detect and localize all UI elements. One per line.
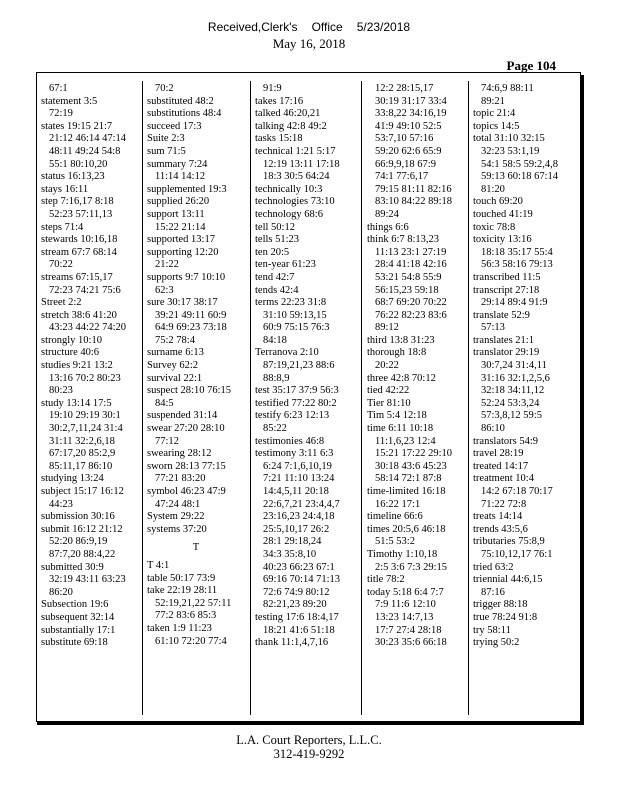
index-entry: 14:4,5,11 20:18 xyxy=(263,486,329,497)
index-entry: stays 16:11 xyxy=(41,183,89,195)
index-entry: 31:11 32:2,6,18 xyxy=(49,435,115,447)
index-entry: 89:21 xyxy=(481,95,505,107)
index-entry: supported 13:17 xyxy=(147,234,215,246)
index-entry: 67:17,20 85:2,9 xyxy=(49,448,116,460)
index-entry: thorough 18:8 xyxy=(367,347,427,359)
column-divider xyxy=(142,81,143,715)
index-column-1 xyxy=(41,83,137,717)
index-entry: tells 51:23 xyxy=(255,234,300,246)
index-entry: 86:20 xyxy=(49,586,73,598)
index-entry: 51:5 53:2 xyxy=(375,536,415,548)
index-column-3 xyxy=(255,83,355,717)
index-entry: topic 21:4 xyxy=(473,108,516,120)
index-entry: 56:3 58:16 79:13 xyxy=(481,259,553,271)
index-entry: 52:19,21,22 57:11 xyxy=(155,597,232,609)
index-entry: tasks 15:18 xyxy=(255,133,303,145)
index-entry: subsequent 32:14 xyxy=(41,611,115,623)
index-entry: statement 3:5 xyxy=(41,95,98,107)
index-entry: 57:3,8,12 59:5 xyxy=(481,410,542,422)
index-entry: 32:19 43:11 63:23 xyxy=(49,574,126,586)
index-entry: supplemented 19:3 xyxy=(147,183,227,195)
index-entry: summary 7:24 xyxy=(147,158,208,170)
index-entry: third 13:8 31:23 xyxy=(367,334,435,346)
reporter-phone: 312-419-9292 xyxy=(273,747,345,761)
index-entry: 58:14 72:1 87:8 xyxy=(375,473,442,485)
index-entry: 41:9 49:10 52:5 xyxy=(375,120,442,132)
index-entry: touch 69:20 xyxy=(473,196,523,208)
index-entry: technologies 73:10 xyxy=(255,196,335,208)
index-entry: 7:21 11:10 13:24 xyxy=(263,473,335,485)
index-entry: Tim 5:4 12:18 xyxy=(367,410,427,422)
index-entry: 30:18 43:6 45:23 xyxy=(375,460,447,472)
index-entry: 23:16,23 24:4,18 xyxy=(263,511,335,523)
index-entry: 7:9 11:6 12:10 xyxy=(375,599,436,611)
index-entry: 60:9 75:15 76:3 xyxy=(263,322,330,334)
index-entry: 28:1 29:18,24 xyxy=(263,536,322,548)
index-entry: treated 14:17 xyxy=(473,460,529,472)
index-entry: talked 46:20,21 xyxy=(255,108,321,120)
index-entry: 84:18 xyxy=(263,334,287,346)
index-entry: timeline 66:6 xyxy=(367,511,423,523)
index-entry: time-limited 16:18 xyxy=(367,486,446,497)
index-entry: 15:22 21:14 xyxy=(155,221,206,233)
index-entry: 70:22 xyxy=(49,259,73,271)
index-entry: 70:2 xyxy=(155,83,174,94)
index-entry: 74:6,9 88:11 xyxy=(481,83,534,94)
stamp-date: 5/23/2018 xyxy=(356,20,411,34)
index-entry: 13:16 70:2 80:23 xyxy=(49,372,121,384)
index-entry: symbol 46:23 47:9 xyxy=(147,486,226,497)
index-entry: triennial 44:6,15 xyxy=(473,574,543,586)
index-entry: 72:23 74:21 75:6 xyxy=(49,284,121,296)
index-entry: treatment 10:4 xyxy=(473,473,534,485)
index-entry: 67:1 xyxy=(49,83,68,94)
index-entry: 64:9 69:23 73:18 xyxy=(155,322,227,334)
received-stamp xyxy=(0,20,618,34)
index-entry: 15:21 17:22 29:10 xyxy=(375,448,453,460)
index-entry: testimonies 46:8 xyxy=(255,435,325,447)
index-entry: 82:21,23 89:20 xyxy=(263,599,327,611)
index-entry: tributaries 75:8,9 xyxy=(473,536,545,548)
index-entry: true 78:24 91:8 xyxy=(473,611,538,623)
index-entry: toxicity 13:16 xyxy=(473,234,532,246)
index-entry: 22:6,7,21 23:4,4,7 xyxy=(263,498,340,510)
index-entry: technical 1:21 5:17 xyxy=(255,145,336,157)
index-entry: 55:1 80:10,20 xyxy=(49,158,108,170)
reporter-name: L.A. Court Reporters, L.L.C. xyxy=(236,733,382,747)
index-entry: 75:10,12,17 76:1 xyxy=(481,548,553,560)
index-entry: submit 16:12 21:12 xyxy=(41,523,123,535)
index-entry: 89:24 xyxy=(375,208,399,220)
index-entry: 68:7 69:20 70:22 xyxy=(375,297,447,309)
index-entry: take 22:19 28:11 xyxy=(147,585,218,597)
index-entry: 54:1 58:5 59:2,4,8 xyxy=(481,158,559,170)
index-entry: 40:23 66:23 67:1 xyxy=(263,561,335,573)
index-entry: 79:15 81:11 82:16 xyxy=(375,183,452,195)
index-entry: 17:7 27:4 28:18 xyxy=(375,624,442,636)
index-entry: 18:3 30:5 64:24 xyxy=(263,171,330,183)
index-entry: substitute 69:18 xyxy=(41,637,108,649)
index-entry: swearing 28:12 xyxy=(147,448,212,460)
index-entry: Subsection 19:6 xyxy=(41,599,109,611)
index-entry: suspended 31:14 xyxy=(147,410,218,422)
index-entry: 34:3 35:8,10 xyxy=(263,548,317,560)
index-entry: 80:23 xyxy=(49,385,73,397)
index-entry: ten-year 61:23 xyxy=(255,259,316,271)
index-entry: 12:2 28:15,17 xyxy=(375,83,434,94)
reporter-footer xyxy=(0,733,618,761)
index-entry: trigger 88:18 xyxy=(473,599,528,611)
index-entry: strongly 10:10 xyxy=(41,334,102,346)
index-entry: think 6:7 8:13,23 xyxy=(367,234,440,246)
index-entry: treats 14:14 xyxy=(473,511,523,523)
index-entry: translator 29:19 xyxy=(473,347,540,359)
index-column-5 xyxy=(473,83,571,717)
index-entry: 25:5,10,17 26:2 xyxy=(263,523,330,535)
index-entry: testified 77:22 80:2 xyxy=(255,397,337,409)
index-entry: studying 13:24 xyxy=(41,473,104,485)
index-entry: 30:7,24 31:4,11 xyxy=(481,360,547,372)
index-entry: sum 71:5 xyxy=(147,145,186,157)
index-entry: things 6:6 xyxy=(367,221,409,233)
index-entry: stewards 10:16,18 xyxy=(41,234,118,246)
index-entry: 28:4 41:18 42:16 xyxy=(375,259,447,271)
index-entry: 66:9,9,18 67:9 xyxy=(375,158,436,170)
index-entry: 91:9 xyxy=(263,83,282,94)
column-divider xyxy=(250,81,251,715)
column-divider xyxy=(361,81,362,715)
index-entry: 85:11,17 86:10 xyxy=(49,460,113,472)
index-entry: topics 14:5 xyxy=(473,120,520,132)
index-entry: 39:21 49:11 60:9 xyxy=(155,309,227,321)
index-entry: swear 27:20 28:10 xyxy=(147,423,225,435)
index-entry: states 19:15 21:7 xyxy=(41,120,113,132)
index-entry: 2:5 3:6 7:3 29:15 xyxy=(375,561,448,573)
index-entry: substantially 17:1 xyxy=(41,624,116,636)
index-frame xyxy=(36,72,581,722)
index-entry: 85:22 xyxy=(263,423,287,435)
index-entry: 74:1 77:6,17 xyxy=(375,171,429,183)
index-entry: 43:23 44:22 74:20 xyxy=(49,322,127,334)
index-entry: 31:10 59:13,15 xyxy=(263,309,327,321)
index-entry: times 20:5,6 46:18 xyxy=(367,523,446,535)
index-entry: trends 43:5,6 xyxy=(473,523,528,535)
index-entry: 89:12 xyxy=(375,322,399,334)
index-entry: 33:8,22 34:16,19 xyxy=(375,108,447,120)
index-entry: today 5:18 6:4 7:7 xyxy=(367,586,444,598)
index-entry: 69:16 70:14 71:13 xyxy=(263,574,341,586)
index-entry: tied 42:22 xyxy=(367,385,410,397)
index-entry: Tier 81:10 xyxy=(367,397,411,409)
index-entry: Street 2:2 xyxy=(41,297,82,309)
index-entry: 32:23 53:1,19 xyxy=(481,145,540,157)
index-entry: Timothy 1:10,18 xyxy=(367,548,438,560)
index-entry: tell 50:12 xyxy=(255,221,295,233)
index-entry: 20:22 xyxy=(375,360,399,372)
index-entry: 53:21 54:8 55:9 xyxy=(375,271,442,283)
index-entry: tend 42:7 xyxy=(255,271,295,283)
index-entry: steps 71:4 xyxy=(41,221,84,233)
index-entry: talking 42:8 49:2 xyxy=(255,120,327,132)
index-entry: 18:21 41:6 51:18 xyxy=(263,624,335,636)
index-entry: survival 22:1 xyxy=(147,372,203,384)
index-entry: 44:23 xyxy=(49,498,73,510)
index-entry: trying 50:2 xyxy=(473,637,520,649)
stamp-office: Office xyxy=(311,20,343,34)
index-entry: 29:14 89:4 91:9 xyxy=(481,297,548,309)
index-entry: testimony 3:11 6:3 xyxy=(255,448,334,460)
index-entry: 56:15,23 59:18 xyxy=(375,284,439,296)
index-entry: ten 20:5 xyxy=(255,246,290,258)
index-entry: 11:1,6,23 12:4 xyxy=(375,435,436,447)
index-entry: time 6:11 10:18 xyxy=(367,423,434,435)
index-entry: 87:7,20 88:4,22 xyxy=(49,548,116,560)
index-entry: travel 28:19 xyxy=(473,448,524,460)
index-entry: substitutions 48:4 xyxy=(147,108,222,120)
index-section-letter: T xyxy=(192,542,200,554)
index-entry: 76:22 82:23 83:6 xyxy=(375,309,447,321)
index-entry: Survey 62:2 xyxy=(147,360,199,372)
index-entry: translators 54:9 xyxy=(473,435,539,447)
index-entry: 19:10 29:19 30:1 xyxy=(49,410,121,422)
index-entry: table 50:17 73:9 xyxy=(147,572,216,584)
index-entry: 75:2 78:4 xyxy=(155,334,195,346)
index-entry: 12:19 13:11 17:18 xyxy=(263,158,340,170)
index-entry: try 58:11 xyxy=(473,624,511,636)
index-entry: stretch 38:6 41:20 xyxy=(41,309,117,321)
index-entry: submission 30:16 xyxy=(41,511,115,523)
index-entry: 77:2 83:6 85:3 xyxy=(155,610,217,622)
index-entry: transcript 27:18 xyxy=(473,284,540,296)
index-entry: T 4:1 xyxy=(147,559,170,571)
index-entry: 53:7,10 57:16 xyxy=(375,133,434,145)
index-entry: title 78:2 xyxy=(367,574,405,586)
stamp-received: Received,Clerk's xyxy=(207,20,298,34)
index-entry: 62:3 xyxy=(155,284,174,296)
index-entry: toxic 78:8 xyxy=(473,221,516,233)
index-entry: 59:20 62:6 65:9 xyxy=(375,145,442,157)
index-entry: translate 52:9 xyxy=(473,309,530,321)
index-entry: taken 1:9 11:23 xyxy=(147,622,212,634)
index-entry: 72:6 74:9 80:12 xyxy=(263,586,330,598)
index-entry: surname 6:13 xyxy=(147,347,204,359)
index-entry: suspect 28:10 76:15 xyxy=(147,385,231,397)
index-entry: study 13:14 17:5 xyxy=(41,397,112,409)
index-entry: 11:14 14:12 xyxy=(155,171,206,183)
index-entry: subject 15:17 16:12 xyxy=(41,486,124,497)
index-entry: 47:24 48:1 xyxy=(155,498,201,510)
index-entry: supports 9:7 10:10 xyxy=(147,271,226,283)
index-entry: 83:10 84:22 89:18 xyxy=(375,196,453,208)
index-entry: 21:12 46:14 47:14 xyxy=(49,133,127,145)
index-entry: 30:2,7,11,24 31:4 xyxy=(49,423,123,435)
index-entry: step 7:16,17 8:18 xyxy=(41,196,114,208)
index-entry: 52:24 53:3,24 xyxy=(481,397,540,409)
index-entry: testing 17:6 18:4,17 xyxy=(255,611,339,623)
index-entry: 59:13 60:18 67:14 xyxy=(481,171,559,183)
index-column-2 xyxy=(147,83,245,717)
index-entry: 77:12 xyxy=(155,435,179,447)
index-entry: 52:23 57:11,13 xyxy=(49,208,113,220)
index-entry: 61:10 72:20 77:4 xyxy=(155,635,227,647)
column-divider xyxy=(468,81,469,715)
index-entry: 84:5 xyxy=(155,397,174,409)
index-entry: takes 17:16 xyxy=(255,95,304,107)
index-entry: 13:23 14:7,13 xyxy=(375,611,434,623)
index-entry: Terranova 2:10 xyxy=(255,347,319,359)
index-entry: tends 42:4 xyxy=(255,284,299,296)
index-entry: 88:8,9 xyxy=(263,372,290,384)
index-entry: 18:18 35:17 55:4 xyxy=(481,246,553,258)
index-entry: 31:16 32:1,2,5,6 xyxy=(481,372,550,384)
index-entry: 21:22 xyxy=(155,259,179,271)
transcript-date: May 16, 2018 xyxy=(272,36,346,51)
index-entry: thank 11:1,4,7,16 xyxy=(255,637,329,649)
index-entry: total 31:10 32:15 xyxy=(473,133,545,145)
index-entry: substituted 48:2 xyxy=(147,95,214,107)
index-entry: studies 9:21 13:2 xyxy=(41,360,113,372)
index-column-4 xyxy=(367,83,467,717)
index-entry: 32:18 34:11,12 xyxy=(481,385,545,397)
index-entry: 72:19 xyxy=(49,108,73,120)
index-entry: 30:19 31:17 33:4 xyxy=(375,95,447,107)
index-entry: succeed 17:3 xyxy=(147,120,202,132)
index-entry: 11:13 23:1 27:19 xyxy=(375,246,447,258)
index-entry: Suite 2:3 xyxy=(147,133,185,145)
index-entry: 57:13 xyxy=(481,322,505,334)
index-entry: technically 10:3 xyxy=(255,183,323,195)
index-entry: supplied 26:20 xyxy=(147,196,210,208)
index-entry: sure 30:17 38:17 xyxy=(147,297,218,309)
index-entry: test 35:17 37:9 56:3 xyxy=(255,385,339,397)
page-number: Page 104 xyxy=(506,58,556,73)
index-entry: 81:20 xyxy=(481,183,505,195)
index-entry: submitted 30:9 xyxy=(41,561,104,573)
index-entry: terms 22:23 31:8 xyxy=(255,297,327,309)
index-entry: 71:22 72:8 xyxy=(481,498,527,510)
index-entry: streams 67:15,17 xyxy=(41,271,113,283)
index-entry: three 42:8 70:12 xyxy=(367,372,436,384)
index-entry: tried 63:2 xyxy=(473,561,514,573)
index-entry: supporting 12:20 xyxy=(147,246,219,258)
index-entry: translates 21:1 xyxy=(473,334,534,346)
index-entry: sworn 28:13 77:15 xyxy=(147,460,226,472)
index-entry: stream 67:7 68:14 xyxy=(41,246,117,258)
index-entry: systems 37:20 xyxy=(147,523,207,535)
index-entry: 52:20 86:9,19 xyxy=(49,536,108,548)
index-entry: touched 41:19 xyxy=(473,208,533,220)
index-entry: 87:16 xyxy=(481,586,505,598)
index-entry: 48:11 49:24 54:8 xyxy=(49,145,121,157)
index-entry: testify 6:23 12:13 xyxy=(255,410,330,422)
index-entry: 16:22 17:1 xyxy=(375,498,421,510)
index-entry: 30:23 35:6 66:18 xyxy=(375,637,447,649)
index-entry: technology 68:6 xyxy=(255,208,323,220)
index-entry: support 13:11 xyxy=(147,208,205,220)
index-entry: transcribed 11:5 xyxy=(473,271,541,283)
index-entry: 86:10 xyxy=(481,423,505,435)
index-entry: 14:2 67:18 70:17 xyxy=(481,486,553,497)
index-entry: 6:24 7:1,6,10,19 xyxy=(263,460,332,472)
index-entry: 77:21 83:20 xyxy=(155,473,206,485)
index-entry: structure 40:6 xyxy=(41,347,100,359)
index-entry: status 16:13,23 xyxy=(41,171,105,183)
index-entry: System 29:22 xyxy=(147,511,205,523)
index-entry: 87:19,21,23 88:6 xyxy=(263,360,335,372)
